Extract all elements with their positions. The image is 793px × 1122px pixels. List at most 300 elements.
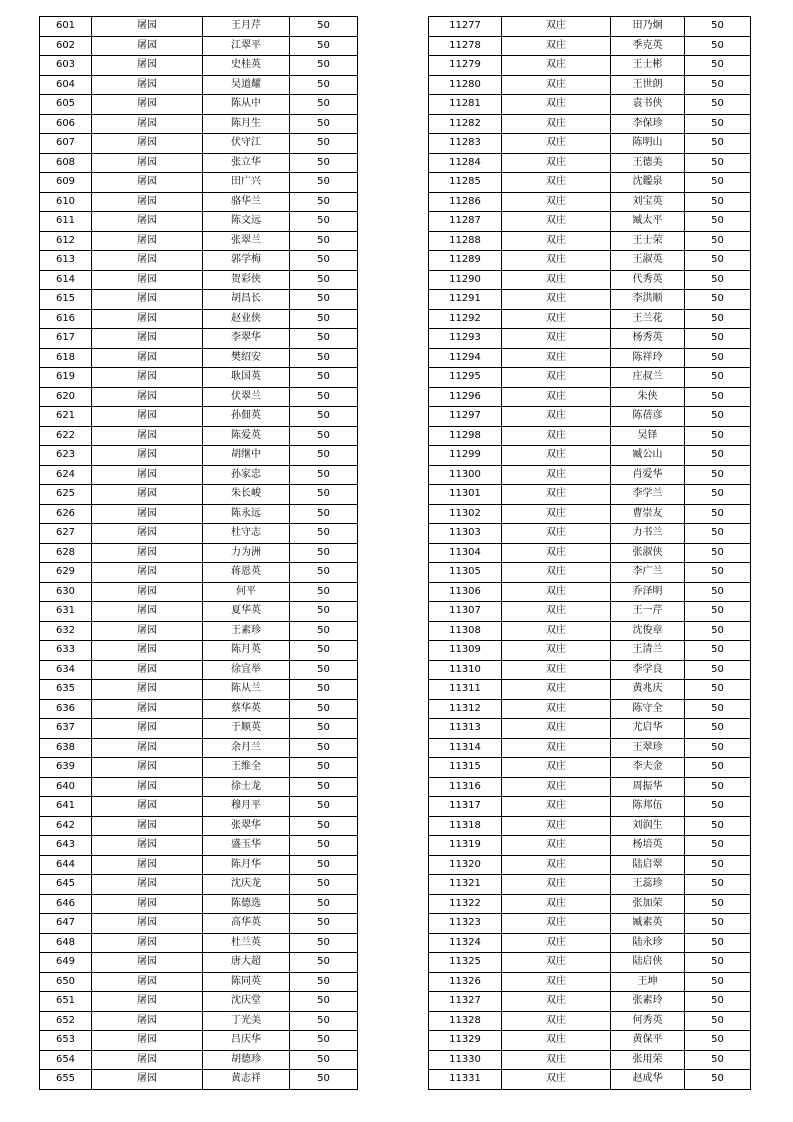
name-cell: 吴道耀 (203, 75, 290, 95)
village-cell: 双庄 (502, 680, 611, 700)
serial-number-cell: 11283 (429, 134, 502, 154)
amount-cell: 50 (290, 114, 358, 134)
amount-cell: 50 (685, 95, 751, 115)
village-cell: 屠园 (92, 348, 203, 368)
name-cell: 臧太平 (611, 212, 685, 232)
amount-cell: 50 (685, 75, 751, 95)
name-cell: 张翠兰 (203, 231, 290, 251)
serial-number-cell: 606 (40, 114, 92, 134)
name-cell: 陈爱英 (203, 426, 290, 446)
table-row (40, 17, 358, 37)
name-cell: 黄兆庆 (611, 680, 685, 700)
serial-number-cell: 11298 (429, 426, 502, 446)
name-cell: 庄叔兰 (611, 368, 685, 388)
name-cell: 杨培英 (611, 836, 685, 856)
table-row (429, 36, 751, 56)
serial-number-cell: 11291 (429, 290, 502, 310)
amount-cell: 50 (290, 465, 358, 485)
village-cell: 屠园 (92, 1050, 203, 1070)
table-row (429, 992, 751, 1012)
village-cell: 双庄 (502, 797, 611, 817)
village-cell: 双庄 (502, 836, 611, 856)
village-cell: 屠园 (92, 816, 203, 836)
table-row (40, 270, 358, 290)
name-cell: 陈守全 (611, 699, 685, 719)
name-cell: 杜兰英 (203, 933, 290, 953)
amount-cell: 50 (290, 680, 358, 700)
amount-cell: 50 (290, 641, 358, 661)
name-cell: 伏翠兰 (203, 387, 290, 407)
amount-cell: 50 (685, 192, 751, 212)
serial-number-cell: 636 (40, 699, 92, 719)
amount-cell: 50 (290, 36, 358, 56)
name-cell: 黄志祥 (203, 1070, 290, 1090)
village-cell: 屠园 (92, 1070, 203, 1090)
village-cell: 屠园 (92, 953, 203, 973)
serial-number-cell: 625 (40, 485, 92, 505)
village-cell: 屠园 (92, 251, 203, 271)
village-cell: 屠园 (92, 407, 203, 427)
table-row (40, 1011, 358, 1031)
table-row (429, 738, 751, 758)
village-cell: 屠园 (92, 680, 203, 700)
serial-number-cell: 652 (40, 1011, 92, 1031)
name-cell: 王素珍 (203, 621, 290, 641)
amount-cell: 50 (290, 758, 358, 778)
table-row (40, 563, 358, 583)
table-row (40, 621, 358, 641)
village-cell: 双庄 (502, 777, 611, 797)
name-cell: 丁光美 (203, 1011, 290, 1031)
amount-cell: 50 (290, 1031, 358, 1051)
name-cell: 曹崇友 (611, 504, 685, 524)
village-cell: 双庄 (502, 192, 611, 212)
amount-cell: 50 (685, 231, 751, 251)
serial-number-cell: 649 (40, 953, 92, 973)
name-cell: 李洪顺 (611, 290, 685, 310)
serial-number-cell: 629 (40, 563, 92, 583)
amount-cell: 50 (685, 134, 751, 154)
village-cell: 双庄 (502, 17, 611, 37)
amount-cell: 50 (290, 387, 358, 407)
amount-cell: 50 (685, 719, 751, 739)
serial-number-cell: 642 (40, 816, 92, 836)
village-cell: 双庄 (502, 387, 611, 407)
amount-cell: 50 (685, 816, 751, 836)
name-cell: 黄保平 (611, 1031, 685, 1051)
table-row (429, 485, 751, 505)
amount-cell: 50 (685, 153, 751, 173)
name-cell: 何秀英 (611, 1011, 685, 1031)
serial-number-cell: 11311 (429, 680, 502, 700)
name-cell: 王世朗 (611, 75, 685, 95)
table-row (429, 134, 751, 154)
table-row (429, 875, 751, 895)
table-row (40, 524, 358, 544)
name-cell: 穆月平 (203, 797, 290, 817)
amount-cell: 50 (290, 875, 358, 895)
amount-cell: 50 (685, 641, 751, 661)
village-cell: 双庄 (502, 914, 611, 934)
table-row (429, 1011, 751, 1031)
name-cell: 王淑英 (611, 251, 685, 271)
table-row (40, 797, 358, 817)
serial-number-cell: 653 (40, 1031, 92, 1051)
name-cell: 徐士龙 (203, 777, 290, 797)
serial-number-cell: 648 (40, 933, 92, 953)
village-cell: 屠园 (92, 114, 203, 134)
table-row (429, 290, 751, 310)
name-cell: 田乃炯 (611, 17, 685, 37)
serial-number-cell: 640 (40, 777, 92, 797)
table-row (429, 309, 751, 329)
serial-number-cell: 639 (40, 758, 92, 778)
serial-number-cell: 631 (40, 602, 92, 622)
name-cell: 沈俊章 (611, 621, 685, 641)
name-cell: 何平 (203, 582, 290, 602)
amount-cell: 50 (685, 387, 751, 407)
name-cell: 王月芹 (203, 17, 290, 37)
name-cell: 王清兰 (611, 641, 685, 661)
serial-number-cell: 617 (40, 329, 92, 349)
village-cell: 双庄 (502, 56, 611, 76)
amount-cell: 50 (290, 407, 358, 427)
table-row (40, 368, 358, 388)
amount-cell: 50 (685, 446, 751, 466)
serial-number-cell: 635 (40, 680, 92, 700)
village-cell: 双庄 (502, 875, 611, 895)
village-cell: 双庄 (502, 231, 611, 251)
serial-number-cell: 644 (40, 855, 92, 875)
amount-cell: 50 (685, 914, 751, 934)
village-cell: 双庄 (502, 1070, 611, 1090)
table-row (40, 465, 358, 485)
amount-cell: 50 (685, 504, 751, 524)
name-cell: 陈明山 (611, 134, 685, 154)
name-cell: 陈蓓彦 (611, 407, 685, 427)
village-cell: 双庄 (502, 114, 611, 134)
amount-cell: 50 (290, 270, 358, 290)
name-cell: 王士荣 (611, 231, 685, 251)
serial-number-cell: 11279 (429, 56, 502, 76)
serial-number-cell: 11326 (429, 972, 502, 992)
name-cell: 李广兰 (611, 563, 685, 583)
table-row (429, 1031, 751, 1051)
serial-number-cell: 11302 (429, 504, 502, 524)
table-row (429, 17, 751, 37)
serial-number-cell: 11307 (429, 602, 502, 622)
name-cell: 吕庆华 (203, 1031, 290, 1051)
table-row (429, 914, 751, 934)
amount-cell: 50 (685, 17, 751, 37)
amount-cell: 50 (290, 933, 358, 953)
serial-number-cell: 604 (40, 75, 92, 95)
name-cell: 耿国英 (203, 368, 290, 388)
serial-number-cell: 611 (40, 212, 92, 232)
serial-number-cell: 11284 (429, 153, 502, 173)
village-cell: 屠园 (92, 309, 203, 329)
amount-cell: 50 (685, 738, 751, 758)
village-cell: 屠园 (92, 855, 203, 875)
village-cell: 屠园 (92, 894, 203, 914)
serial-number-cell: 651 (40, 992, 92, 1012)
table-row (429, 641, 751, 661)
table-row (40, 387, 358, 407)
village-cell: 屠园 (92, 368, 203, 388)
table-row (429, 387, 751, 407)
village-cell: 双庄 (502, 446, 611, 466)
amount-cell: 50 (685, 894, 751, 914)
serial-number-cell: 645 (40, 875, 92, 895)
serial-number-cell: 11288 (429, 231, 502, 251)
table-row (40, 719, 358, 739)
serial-number-cell: 11286 (429, 192, 502, 212)
name-cell: 力为洲 (203, 543, 290, 563)
table-row (429, 855, 751, 875)
table-row (429, 329, 751, 349)
table-row (40, 504, 358, 524)
table-row (429, 192, 751, 212)
village-cell: 双庄 (502, 290, 611, 310)
serial-number-cell: 11328 (429, 1011, 502, 1031)
amount-cell: 50 (290, 17, 358, 37)
table-row (40, 933, 358, 953)
name-cell: 王一芹 (611, 602, 685, 622)
village-cell: 屠园 (92, 641, 203, 661)
table-row (429, 465, 751, 485)
serial-number-cell: 620 (40, 387, 92, 407)
amount-cell: 50 (290, 153, 358, 173)
table-row (429, 251, 751, 271)
name-cell: 蔡华英 (203, 699, 290, 719)
name-cell: 周振华 (611, 777, 685, 797)
amount-cell: 50 (290, 738, 358, 758)
village-cell: 双庄 (502, 719, 611, 739)
amount-cell: 50 (685, 173, 751, 193)
village-cell: 双庄 (502, 933, 611, 953)
amount-cell: 50 (290, 699, 358, 719)
table-row (429, 621, 751, 641)
name-cell: 李学兰 (611, 485, 685, 505)
table-row (40, 173, 358, 193)
village-cell: 屠园 (92, 621, 203, 641)
village-cell: 双庄 (502, 563, 611, 583)
amount-cell: 50 (685, 563, 751, 583)
name-cell: 李学良 (611, 660, 685, 680)
table-row (40, 231, 358, 251)
name-cell: 沈庆堂 (203, 992, 290, 1012)
name-cell: 张素玲 (611, 992, 685, 1012)
name-cell: 臧公山 (611, 446, 685, 466)
amount-cell: 50 (290, 368, 358, 388)
table-row (40, 758, 358, 778)
table-row (40, 1031, 358, 1051)
village-cell: 双庄 (502, 134, 611, 154)
village-cell: 屠园 (92, 465, 203, 485)
serial-number-cell: 622 (40, 426, 92, 446)
serial-number-cell: 612 (40, 231, 92, 251)
amount-cell: 50 (290, 855, 358, 875)
amount-cell: 50 (290, 329, 358, 349)
village-cell: 屠园 (92, 543, 203, 563)
name-cell: 袁书侠 (611, 95, 685, 115)
serial-number-cell: 654 (40, 1050, 92, 1070)
amount-cell: 50 (685, 797, 751, 817)
amount-cell: 50 (685, 1050, 751, 1070)
village-cell: 双庄 (502, 816, 611, 836)
village-cell: 屠园 (92, 777, 203, 797)
table-row (429, 348, 751, 368)
serial-number-cell: 11324 (429, 933, 502, 953)
village-cell: 屠园 (92, 524, 203, 544)
serial-number-cell: 11287 (429, 212, 502, 232)
serial-number-cell: 11293 (429, 329, 502, 349)
name-cell: 季克英 (611, 36, 685, 56)
table-row (429, 524, 751, 544)
serial-number-cell: 614 (40, 270, 92, 290)
serial-number-cell: 630 (40, 582, 92, 602)
serial-number-cell: 627 (40, 524, 92, 544)
village-cell: 屠园 (92, 563, 203, 583)
name-cell: 王兰花 (611, 309, 685, 329)
amount-cell: 50 (290, 95, 358, 115)
amount-cell: 50 (685, 660, 751, 680)
name-cell: 朱长峻 (203, 485, 290, 505)
amount-cell: 50 (685, 485, 751, 505)
name-cell: 余月兰 (203, 738, 290, 758)
name-cell: 孙佃英 (203, 407, 290, 427)
amount-cell: 50 (685, 36, 751, 56)
name-cell: 高华英 (203, 914, 290, 934)
table-row (40, 1070, 358, 1090)
name-cell: 陈同英 (203, 972, 290, 992)
serial-number-cell: 11329 (429, 1031, 502, 1051)
amount-cell: 50 (290, 173, 358, 193)
table-row (40, 290, 358, 310)
serial-number-cell: 11317 (429, 797, 502, 817)
village-cell: 屠园 (92, 602, 203, 622)
village-cell: 双庄 (502, 36, 611, 56)
name-cell: 王翠珍 (611, 738, 685, 758)
amount-cell: 50 (685, 1011, 751, 1031)
serial-number-cell: 646 (40, 894, 92, 914)
serial-number-cell: 11319 (429, 836, 502, 856)
village-cell: 双庄 (502, 173, 611, 193)
name-cell: 陈永远 (203, 504, 290, 524)
table-row (429, 173, 751, 193)
serial-number-cell: 11304 (429, 543, 502, 563)
serial-number-cell: 11323 (429, 914, 502, 934)
table-row (40, 894, 358, 914)
serial-number-cell: 11300 (429, 465, 502, 485)
amount-cell: 50 (290, 426, 358, 446)
name-cell: 代秀英 (611, 270, 685, 290)
table-row (40, 1050, 358, 1070)
name-cell: 李翠华 (203, 329, 290, 349)
village-cell: 屠园 (92, 36, 203, 56)
table-row (429, 953, 751, 973)
village-cell: 屠园 (92, 75, 203, 95)
serial-number-cell: 618 (40, 348, 92, 368)
name-cell: 田广兴 (203, 173, 290, 193)
serial-number-cell: 11308 (429, 621, 502, 641)
amount-cell: 50 (290, 524, 358, 544)
serial-number-cell: 638 (40, 738, 92, 758)
name-cell: 郭学梅 (203, 251, 290, 271)
amount-cell: 50 (290, 816, 358, 836)
village-cell: 双庄 (502, 758, 611, 778)
table-row (40, 95, 358, 115)
name-cell: 李夫金 (611, 758, 685, 778)
amount-cell: 50 (290, 485, 358, 505)
amount-cell: 50 (685, 56, 751, 76)
name-cell: 乔泽明 (611, 582, 685, 602)
village-cell: 屠园 (92, 173, 203, 193)
name-cell: 张淑侠 (611, 543, 685, 563)
table-row (429, 212, 751, 232)
serial-number-cell: 11280 (429, 75, 502, 95)
table-row (429, 602, 751, 622)
amount-cell: 50 (290, 1050, 358, 1070)
table-row (40, 855, 358, 875)
name-cell: 樊绍安 (203, 348, 290, 368)
name-cell: 王坤 (611, 972, 685, 992)
amount-cell: 50 (685, 758, 751, 778)
village-cell: 双庄 (502, 465, 611, 485)
serial-number-cell: 11316 (429, 777, 502, 797)
amount-cell: 50 (290, 777, 358, 797)
name-cell: 王德美 (611, 153, 685, 173)
village-cell: 双庄 (502, 582, 611, 602)
name-cell: 赵成华 (611, 1070, 685, 1090)
amount-cell: 50 (290, 231, 358, 251)
village-cell: 双庄 (502, 348, 611, 368)
village-cell: 双庄 (502, 524, 611, 544)
table-row (429, 56, 751, 76)
serial-number-cell: 601 (40, 17, 92, 37)
amount-cell: 50 (685, 953, 751, 973)
village-cell: 双庄 (502, 738, 611, 758)
table-row (429, 582, 751, 602)
serial-number-cell: 11315 (429, 758, 502, 778)
amount-cell: 50 (290, 719, 358, 739)
table-row (40, 192, 358, 212)
name-cell: 陆启翠 (611, 855, 685, 875)
table-row (429, 894, 751, 914)
village-cell: 屠园 (92, 875, 203, 895)
village-cell: 双庄 (502, 426, 611, 446)
table-row (429, 972, 751, 992)
village-cell: 屠园 (92, 660, 203, 680)
table-row (429, 660, 751, 680)
serial-number-cell: 624 (40, 465, 92, 485)
table-row (429, 933, 751, 953)
village-cell: 双庄 (502, 699, 611, 719)
serial-number-cell: 605 (40, 95, 92, 115)
serial-number-cell: 11289 (429, 251, 502, 271)
roster-table-left (39, 16, 358, 1090)
amount-cell: 50 (685, 524, 751, 544)
table-row (429, 407, 751, 427)
amount-cell: 50 (685, 426, 751, 446)
name-cell: 王维全 (203, 758, 290, 778)
table-row (429, 836, 751, 856)
amount-cell: 50 (685, 836, 751, 856)
amount-cell: 50 (685, 543, 751, 563)
village-cell: 双庄 (502, 1050, 611, 1070)
table-row (429, 270, 751, 290)
village-cell: 双庄 (502, 485, 611, 505)
